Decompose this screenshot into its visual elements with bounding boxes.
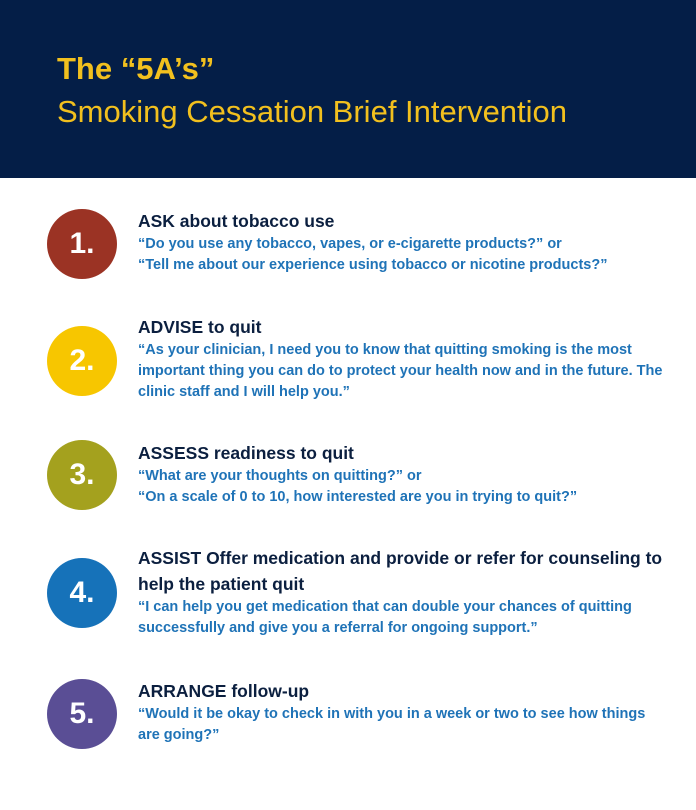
page-title: The “5A’s”	[57, 51, 215, 86]
step-number-circle: 3.	[47, 440, 117, 510]
step-quote: “Do you use any tobacco, vapes, or e-cigarette products?” or “Tell me about our experience using tobacco or nicotine products?”	[138, 236, 608, 273]
step-text	[138, 314, 668, 403]
step-number-circle: 2.	[47, 326, 117, 396]
step-title: ADVISE to quit	[138, 317, 262, 337]
step-quote: “What are your thoughts on quitting?” or “On a scale of 0 to 10, how interested are you in trying to quit?”	[138, 468, 578, 505]
step-quote: “As your clinician, I need you to know that quitting smoking is the most important thing you can do to protect your health now and in the future. The clinic staff and I will help you.”	[138, 342, 663, 400]
step-text	[138, 678, 668, 746]
step-title: ARRANGE follow-up	[138, 681, 310, 701]
step-number-circle: 1.	[47, 209, 117, 279]
step-number-circle: 4.	[47, 558, 117, 628]
step-quote: “Would it be okay to check in with you in a week or two to see how things are going?”	[138, 706, 646, 743]
step-text	[138, 440, 668, 508]
step-number-circle: 5.	[47, 679, 117, 749]
step-quote: “I can help you get medication that can double your chances of quitting successfully and give you a referral for ongoing support.”	[138, 599, 632, 636]
step-title: ASK about tobacco use	[138, 211, 335, 231]
step-title: ASSIST Offer medication and provide or refer for counseling to help the patient quit	[138, 548, 663, 594]
header-banner	[0, 0, 696, 178]
step-text	[138, 208, 668, 276]
step-text	[138, 545, 668, 639]
step-title: ASSESS readiness to quit	[138, 443, 354, 463]
page-subtitle: Smoking Cessation Brief Intervention	[57, 94, 568, 129]
